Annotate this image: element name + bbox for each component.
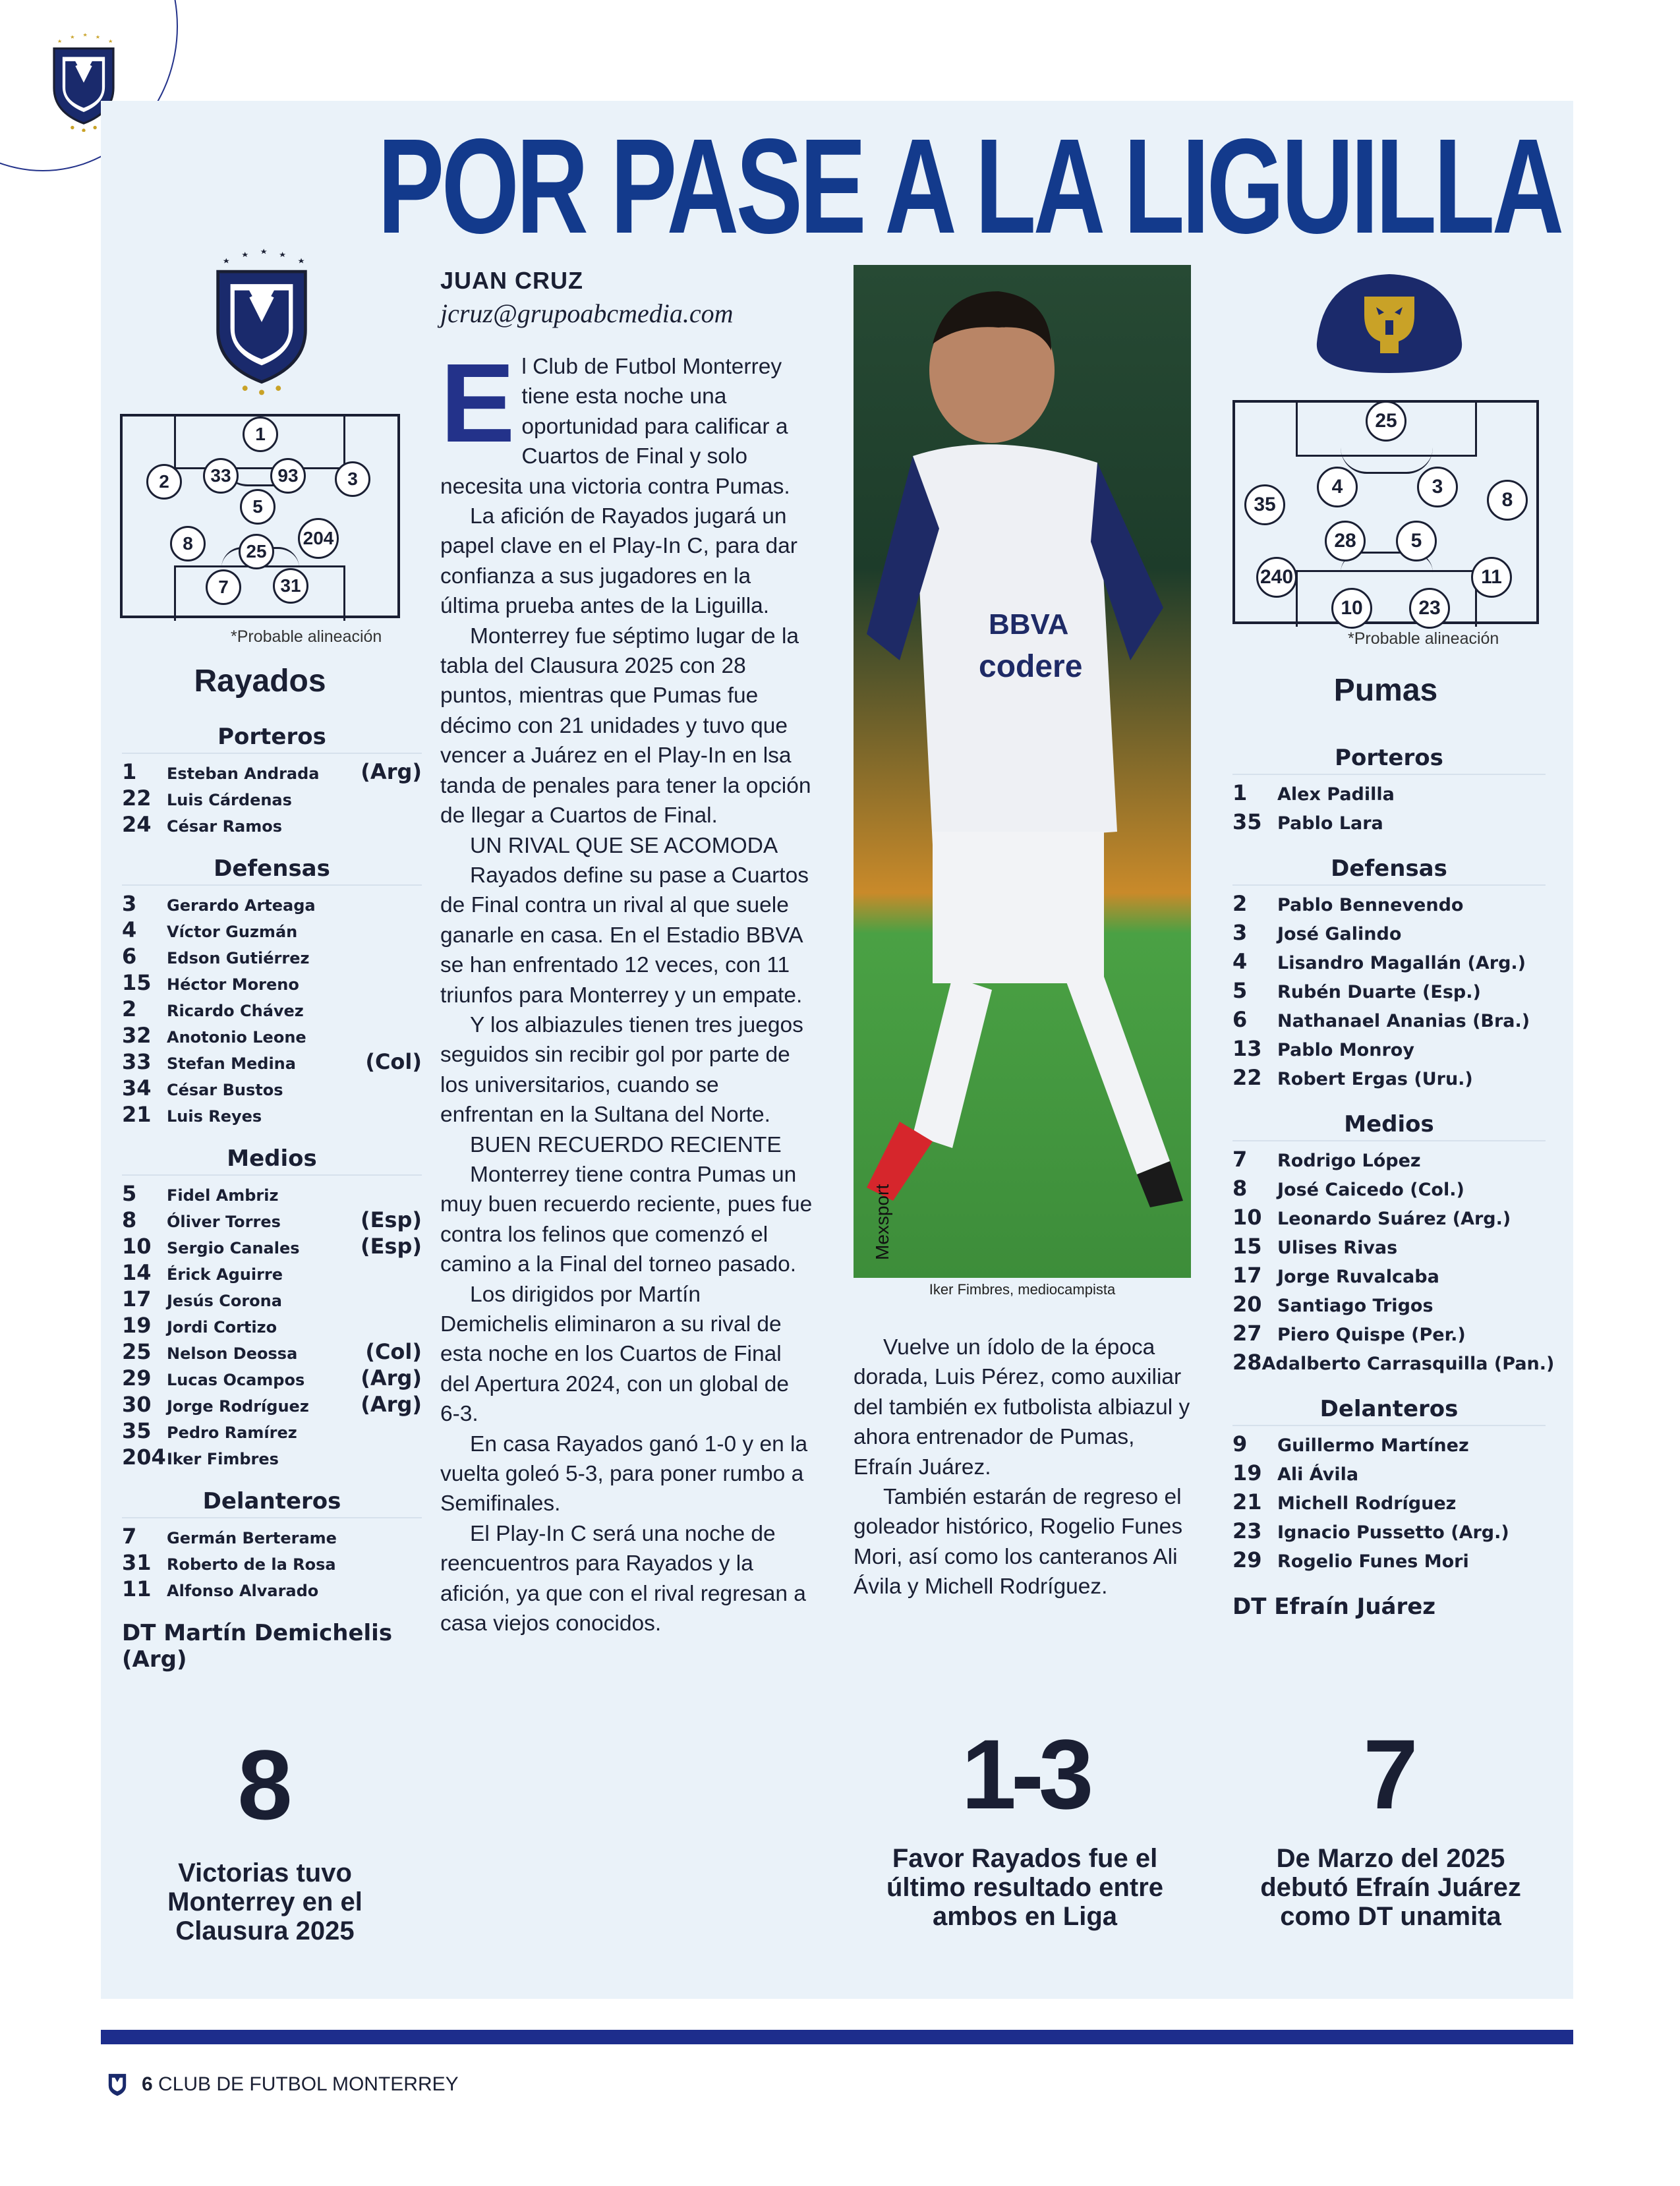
page-number: 6 <box>142 2073 153 2095</box>
roster-row <box>122 1524 422 1550</box>
stat-2 <box>870 1721 1180 1931</box>
shirt-sponsor-bbva: BBVA <box>989 608 1069 641</box>
lineup-player: 23 <box>1409 588 1450 629</box>
stat-3-desc: De Marzo del 2025 debutó Efraín Juárez como DT unamita <box>1260 1844 1521 1931</box>
player-number: 1 <box>122 759 137 784</box>
player-name: Rodrigo López <box>1277 1151 1421 1171</box>
article-paragraph: La afición de Rayados jugará un papel clave en el Play-In C, para dar confianza a sus jugadores en la última prueba antes de la Liguilla. <box>440 504 797 619</box>
roster-row <box>1232 809 1546 838</box>
player-number: 4 <box>1232 949 1248 974</box>
player-number: 15 <box>122 970 152 995</box>
roster-category: Porteros <box>1232 745 1546 775</box>
player-name: Leonardo Suárez (Arg.) <box>1277 1209 1511 1229</box>
player-name: Alfonso Alvarado <box>167 1582 319 1600</box>
player-number: 34 <box>122 1076 152 1101</box>
player-number: 32 <box>122 1023 152 1048</box>
roster-row <box>1232 1147 1546 1176</box>
player-name: Adalberto Carrasquilla (Pan.) <box>1261 1354 1555 1374</box>
lineup-player: 25 <box>239 534 274 569</box>
article-paragraph: Monterrey tiene contra Pumas un muy buen recuerdo reciente, pues fue contra los felinos que comenzó el camino a la Final del torneo pasado. <box>440 1162 813 1277</box>
player-name: Gerardo Arteaga <box>167 896 316 915</box>
player-name: Jordi Cortizo <box>167 1318 277 1337</box>
player-name: Michell Rodríguez <box>1277 1493 1457 1514</box>
rayados-roster <box>122 724 422 1673</box>
player-number: 22 <box>122 786 152 811</box>
lineup-player: 8 <box>1487 480 1528 521</box>
article-paragraph: Monterrey fue séptimo lugar de la tabla del Clausura 2025 con 28 puntos, mientras que Pumas fue décimo con 21 unidades y tuvo que vencer a Juárez en el Play-In en lsa tanda de penales para tener la opción de llegar a Cuartos de Final. <box>440 623 811 828</box>
roster-row <box>1232 1489 1546 1518</box>
player-number: 6 <box>1232 1007 1248 1032</box>
monterrey-crest-icon <box>105 2069 129 2098</box>
lineup-player: 33 <box>203 458 239 494</box>
roster-row <box>122 1234 422 1260</box>
roster-row <box>122 1366 422 1392</box>
player-name: Óliver Torres <box>167 1213 281 1231</box>
player-photo <box>854 265 1191 1278</box>
byline-name: JUAN CRUZ <box>440 267 584 294</box>
lineup-player: 10 <box>1331 588 1372 629</box>
player-name: Jorge Rodríguez <box>167 1397 309 1416</box>
roster-row <box>1232 920 1546 949</box>
roster-row <box>122 1576 422 1603</box>
player-name: Rubén Duarte (Esp.) <box>1277 982 1481 1002</box>
player-number: 17 <box>122 1286 152 1311</box>
coach: DT Efraín Juárez <box>1232 1594 1436 1620</box>
roster-category: Defensas <box>1232 855 1546 886</box>
lineup-player: 3 <box>1417 467 1458 507</box>
lineup-player: 2 <box>146 464 182 500</box>
player-number: 19 <box>1232 1460 1262 1485</box>
lineup-player: 31 <box>273 568 308 604</box>
player-number: 17 <box>1232 1263 1262 1288</box>
player-number: 2 <box>1232 891 1248 916</box>
roster-row <box>122 944 422 970</box>
stat-1 <box>120 1729 410 1945</box>
lineup-player: 5 <box>1396 521 1437 561</box>
player-number: 15 <box>1232 1234 1262 1259</box>
roster-row <box>1232 1065 1546 1094</box>
roster-group <box>1232 1396 1546 1576</box>
article-paragraph: BUEN RECUERDO RECIENTE <box>470 1132 782 1157</box>
roster-row <box>122 917 422 944</box>
player-name: Anotonio Leone <box>167 1028 306 1047</box>
player-name: Edson Gutiérrez <box>167 949 310 967</box>
roster-row <box>1232 1547 1546 1576</box>
roster-row <box>122 996 422 1023</box>
roster-row <box>122 1392 422 1418</box>
roster-row <box>122 1181 422 1207</box>
player-number: 1 <box>1232 780 1248 805</box>
player-number: 27 <box>1232 1321 1262 1346</box>
player-nationality: (Arg) <box>361 1366 422 1391</box>
roster-row <box>122 1260 422 1286</box>
monterrey-crest-icon <box>210 245 314 398</box>
player-number: 204 <box>122 1445 166 1470</box>
player-number: 13 <box>1232 1036 1262 1061</box>
roster-row <box>122 1049 422 1076</box>
player-number: 8 <box>1232 1176 1248 1201</box>
roster-category: Porteros <box>122 724 422 754</box>
player-name: César Bustos <box>167 1081 283 1099</box>
roster-group <box>122 855 422 1128</box>
player-number: 29 <box>1232 1547 1262 1572</box>
roster-row <box>1232 1460 1546 1489</box>
roster-row <box>1232 780 1546 809</box>
roster-group <box>1232 855 1546 1094</box>
player-name: José Galindo <box>1277 924 1402 944</box>
rayados-lineup-note: *Probable alineación <box>231 627 382 646</box>
headline: POR PASE A LA LIGUILLA <box>378 111 1561 262</box>
player-number: 33 <box>122 1049 152 1074</box>
player-name: Víctor Guzmán <box>167 923 298 941</box>
roster-row <box>1232 1292 1546 1321</box>
player-name: Pablo Monroy <box>1277 1040 1414 1060</box>
roster-row <box>1232 1350 1555 1379</box>
player-number: 29 <box>122 1366 152 1391</box>
player-nationality: (Esp) <box>360 1207 422 1232</box>
player-number: 3 <box>122 891 137 916</box>
player-name: Roberto de la Rosa <box>167 1555 336 1574</box>
byline-email[interactable]: jcruz@grupoabcmedia.com <box>440 299 734 328</box>
lineup-player: 25 <box>1366 401 1406 442</box>
roster-row <box>122 1339 422 1366</box>
article-paragraph: l Club de Futbol Monterrey tiene esta noche una oportunidad para calificar a Cuartos de Final y solo necesita una victoria contra Pumas. <box>440 355 790 499</box>
article-column-2 <box>854 1333 1196 1602</box>
player-name: Lucas Ocampos <box>167 1371 305 1389</box>
roster-row <box>122 1550 422 1576</box>
shirt-sponsor-codere: codere <box>979 649 1083 684</box>
roster-row <box>122 1286 422 1313</box>
player-nationality: (Arg) <box>361 1392 422 1417</box>
article-paragraph: Los dirigidos por Martín Demichelis eliminaron a su rival de esta noche en los Cuartos de Final del Apertura 2024, con un global de 6-3. <box>440 1282 789 1427</box>
lineup-player: 5 <box>240 489 275 525</box>
player-number: 8 <box>122 1207 137 1232</box>
lineup-player: 11 <box>1471 557 1512 598</box>
player-number: 31 <box>122 1550 152 1575</box>
player-number: 35 <box>1232 809 1262 834</box>
roster-category: Medios <box>122 1145 422 1176</box>
roster-row <box>122 1418 422 1445</box>
roster-row <box>1232 949 1546 978</box>
player-name: Germán Berterame <box>167 1529 337 1547</box>
photo-caption: Iker Fimbres, mediocampista <box>929 1281 1116 1298</box>
stat-2-desc: Favor Rayados fue el último resultado entre ambos en Liga <box>886 1844 1164 1931</box>
player-number: 22 <box>1232 1065 1262 1090</box>
stat-1-value: 8 <box>237 1729 293 1840</box>
roster-row <box>122 1313 422 1339</box>
article-paragraph: El Play-In C será una noche de reencuentros para Rayados y la afición, ya que con el rival regresan a casa viejos conocidos. <box>440 1521 806 1636</box>
article-paragraph: Vuelve un ídolo de la época dorada, Luis Pérez, como auxiliar del también ex futbolista albiazul y ahora entrenador de Pumas, Efraín Juárez. <box>854 1335 1190 1480</box>
article-column-1 <box>440 341 813 1638</box>
roster-group <box>122 1145 422 1471</box>
stat-1-desc: Victorias tuvo Monterrey en el Clausura 2025 <box>167 1858 362 1945</box>
lineup-player: 93 <box>270 458 306 494</box>
player-name: Fidel Ambriz <box>167 1186 279 1205</box>
roster-row <box>1232 1321 1546 1350</box>
roster-group <box>1232 1111 1555 1379</box>
player-number: 28 <box>1232 1350 1262 1375</box>
roster-row <box>1232 1234 1546 1263</box>
player-number: 6 <box>122 944 137 969</box>
player-name: Ricardo Chávez <box>167 1002 304 1020</box>
player-number: 19 <box>122 1313 152 1338</box>
player-number: 30 <box>122 1392 152 1417</box>
player-name: Luis Cárdenas <box>167 791 292 809</box>
stat-2-value: 1-3 <box>961 1719 1089 1829</box>
roster-row <box>1232 1176 1546 1205</box>
player-number: 9 <box>1232 1431 1248 1456</box>
roster-row <box>122 1102 422 1128</box>
player-number: 21 <box>122 1102 152 1127</box>
player-number: 24 <box>122 812 152 837</box>
roster-row <box>122 1076 422 1102</box>
player-name: Héctor Moreno <box>167 975 299 994</box>
article-paragraph: También estarán de regreso el goleador histórico, Rogelio Funes Mori, así como los canteranos Ali Ávila y Michell Rodríguez. <box>854 1485 1183 1599</box>
player-number: 7 <box>122 1524 137 1549</box>
player-name: Lisandro Magallán (Arg.) <box>1277 953 1526 973</box>
roster-row <box>1232 1518 1546 1547</box>
player-name: Piero Quispe (Per.) <box>1277 1325 1466 1345</box>
player-number: 21 <box>1232 1489 1262 1514</box>
player-name: César Ramos <box>167 817 283 836</box>
lineup-player: 1 <box>243 417 278 452</box>
footer-bar <box>101 2030 1573 2044</box>
player-name: Ali Ávila <box>1277 1464 1359 1485</box>
coach: DT Martín Demichelis (Arg) <box>122 1620 393 1673</box>
roster-group <box>122 1488 422 1603</box>
player-number: 4 <box>122 917 137 942</box>
player-name: Érick Aguirre <box>167 1265 283 1284</box>
player-nationality: (Col) <box>365 1339 422 1364</box>
roster-row <box>1232 1036 1546 1065</box>
article-paragraph: Rayados define su pase a Cuartos de Final contra un rival al que suele ganarle en casa. En el Estadio BBVA se han enfrentado 12 veces, con 11 triunfos para Monterrey y un empate. <box>440 863 809 1008</box>
player-name: Guillermo Martínez <box>1277 1435 1469 1456</box>
pumas-title: Pumas <box>1333 673 1438 708</box>
roster-row <box>1232 891 1546 920</box>
roster-category: Medios <box>1232 1111 1546 1141</box>
player-number: 10 <box>122 1234 152 1259</box>
player-number: 5 <box>1232 978 1248 1003</box>
article-paragraph: En casa Rayados ganó 1-0 y en la vuelta goleó 5-3, para poner rumbo a Semifinales. <box>440 1431 808 1516</box>
lineup-player: 204 <box>298 518 339 559</box>
roster-group <box>122 724 422 838</box>
player-name: Ulises Rivas <box>1277 1238 1398 1258</box>
player-name: Stefan Medina <box>167 1054 296 1073</box>
player-name: Pablo Lara <box>1277 813 1383 834</box>
roster-row <box>122 759 422 786</box>
roster-row <box>122 786 422 812</box>
lineup-player: 8 <box>170 526 206 561</box>
lineup-player: 28 <box>1325 521 1366 561</box>
player-number: 35 <box>122 1418 152 1443</box>
player-name: José Caicedo (Col.) <box>1277 1180 1464 1200</box>
player-name: Pedro Ramírez <box>167 1424 297 1442</box>
roster-row <box>1232 1205 1546 1234</box>
photo-credit: Mexsport <box>872 1184 892 1260</box>
pumas-lineup-note: *Probable alineación <box>1348 629 1499 648</box>
player-name: Jorge Ruvalcaba <box>1277 1267 1439 1287</box>
lineup-player: 7 <box>206 569 241 605</box>
player-number: 7 <box>1232 1147 1248 1172</box>
player-name: Rogelio Funes Mori <box>1277 1551 1469 1572</box>
roster-row <box>122 970 422 996</box>
roster-row <box>1232 978 1546 1007</box>
player-number: 11 <box>122 1576 152 1601</box>
article-paragraph: Y los albiazules tienen tres juegos seguidos sin recibir gol por parte de los universitarios, cuando se enfrentan en la Sultana del Norte. <box>440 1012 803 1128</box>
footer-label: CLUB DE FUTBOL MONTERREY <box>158 2073 459 2095</box>
roster-row <box>122 812 422 838</box>
roster-row <box>1232 1431 1546 1460</box>
player-name: Sergio Canales <box>167 1239 300 1257</box>
player-name: Robert Ergas (Uru.) <box>1277 1069 1473 1089</box>
pumas-roster <box>1232 745 1555 1620</box>
stat-3 <box>1239 1721 1542 1931</box>
player-name: Jesús Corona <box>167 1292 282 1310</box>
player-name: Pablo Bennevendo <box>1277 895 1464 915</box>
player-nationality: (Col) <box>365 1049 422 1074</box>
dropcap: E <box>440 341 515 466</box>
player-number: 10 <box>1232 1205 1262 1230</box>
roster-row <box>122 1445 422 1471</box>
player-number: 20 <box>1232 1292 1262 1317</box>
player-name: Santiago Trigos <box>1277 1296 1434 1316</box>
player-number: 14 <box>122 1260 152 1285</box>
roster-row <box>122 1023 422 1049</box>
player-name: Ignacio Pussetto (Arg.) <box>1277 1522 1509 1543</box>
rayados-title: Rayados <box>194 664 326 699</box>
player-illustration <box>854 265 1191 1278</box>
pumas-logo-icon <box>1313 270 1466 377</box>
roster-category: Defensas <box>122 855 422 886</box>
roster-category: Delanteros <box>122 1488 422 1518</box>
article-paragraph: UN RIVAL QUE SE ACOMODA <box>470 833 778 858</box>
footer <box>142 2073 459 2096</box>
roster-row <box>1232 1007 1546 1036</box>
lineup-player: 3 <box>335 461 370 497</box>
player-number: 25 <box>122 1339 152 1364</box>
player-number: 5 <box>122 1181 137 1206</box>
player-number: 3 <box>1232 920 1248 945</box>
player-nationality: (Esp) <box>360 1234 422 1259</box>
lineup-player: 240 <box>1256 557 1297 598</box>
roster-category: Delanteros <box>1232 1396 1546 1426</box>
player-name: Alex Padilla <box>1277 784 1395 805</box>
roster-group <box>1232 745 1546 838</box>
player-nationality: (Arg) <box>361 759 422 784</box>
player-number: 2 <box>122 996 137 1021</box>
player-name: Luis Reyes <box>167 1107 262 1126</box>
lineup-player: 4 <box>1317 467 1358 507</box>
player-name: Nathanael Ananias (Bra.) <box>1277 1011 1530 1031</box>
player-name: Iker Fimbres <box>167 1450 279 1468</box>
roster-row <box>122 891 422 917</box>
player-name: Nelson Deossa <box>167 1344 298 1363</box>
lineup-player: 35 <box>1244 484 1285 525</box>
roster-row <box>1232 1263 1546 1292</box>
player-name: Esteban Andrada <box>167 764 320 783</box>
stat-3-value: 7 <box>1363 1719 1418 1829</box>
player-number: 23 <box>1232 1518 1262 1543</box>
roster-row <box>122 1207 422 1234</box>
